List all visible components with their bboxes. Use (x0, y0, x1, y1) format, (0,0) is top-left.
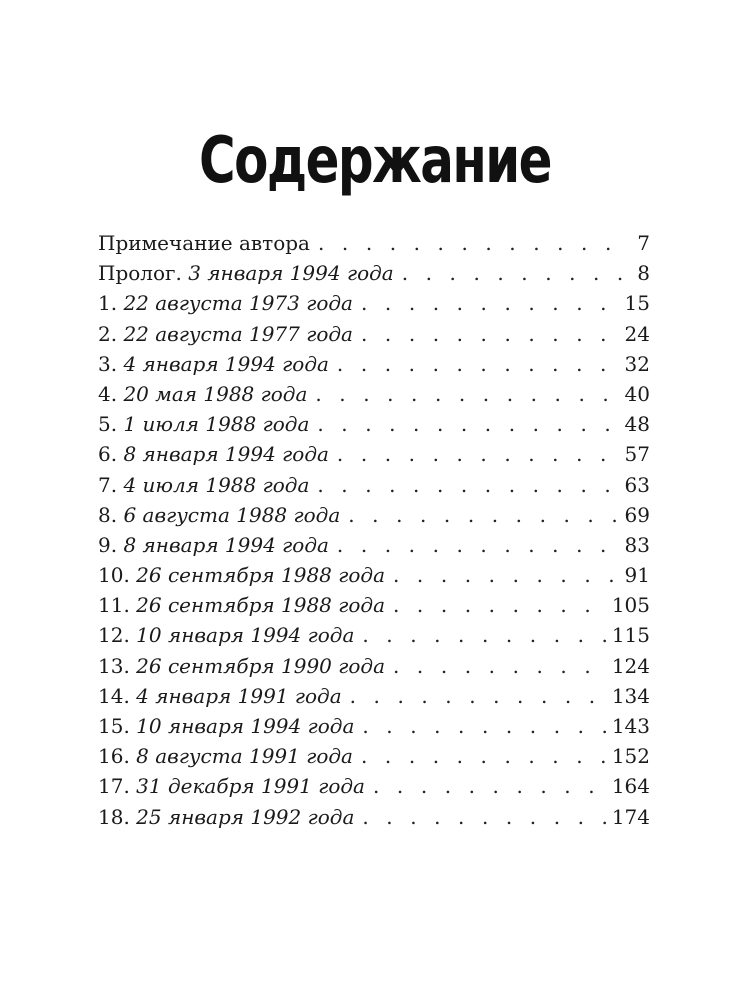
toc-page-number: 124 (611, 653, 650, 678)
toc-entry[interactable] (98, 258, 650, 288)
dot-leader (318, 228, 624, 258)
toc-entry-number: 8. (98, 502, 118, 527)
toc-entry-number: 18. (98, 804, 130, 829)
toc-entry-title (98, 500, 340, 530)
toc-page-number: 91 (624, 563, 650, 588)
toc-entry-title (98, 319, 353, 349)
toc-page-number: 143 (611, 714, 650, 738)
toc-page-number: 24 (624, 321, 650, 346)
toc-entry-number: 4. (98, 381, 118, 406)
toc-entry[interactable] (98, 228, 650, 258)
toc-page-number: 40 (624, 381, 650, 406)
toc-entry[interactable] (98, 288, 650, 318)
dot-leader (337, 349, 619, 379)
toc-entry-title (98, 620, 354, 650)
toc-entry-title (98, 802, 354, 832)
toc-entry-title (98, 711, 354, 741)
toc-entry-date: 10 января 1994 года (136, 714, 355, 738)
toc-entry-number: Пролог. (98, 261, 182, 286)
toc-entry-date: 8 августа 1991 года (136, 744, 353, 769)
toc-entry-number: 3. (98, 351, 118, 376)
toc-page-number: 57 (624, 442, 650, 467)
toc-entry-text: Примечание автора (98, 231, 310, 255)
toc-entry[interactable] (98, 379, 650, 409)
toc-page-number: 7 (637, 231, 650, 255)
dot-leader (361, 741, 606, 771)
toc-entry-number: 5. (98, 412, 118, 437)
toc-entry-title (98, 439, 329, 469)
toc-entry-title (98, 379, 307, 409)
toc-entry-title (98, 771, 365, 801)
toc-entry-title (98, 560, 385, 590)
toc-entry-number: 2. (98, 321, 118, 346)
dot-leader (393, 590, 606, 620)
toc-page-number: 8 (637, 261, 650, 286)
toc-entry[interactable] (98, 409, 650, 439)
page-title: Содержание (199, 123, 551, 198)
toc-entry-number: 16. (98, 744, 130, 769)
toc-entry-title (98, 349, 329, 379)
dot-leader (317, 409, 618, 439)
dot-leader (393, 651, 606, 681)
toc-entry-number: 6. (98, 442, 118, 467)
toc-entry[interactable] (98, 802, 650, 832)
toc-entry-number: 15. (98, 714, 130, 738)
toc-entry[interactable] (98, 439, 650, 469)
toc-page-number: 15 (624, 291, 650, 316)
dot-leader (361, 319, 619, 349)
toc-entry-date: 8 января 1994 года (123, 442, 329, 467)
dot-leader (337, 439, 619, 469)
toc-entry[interactable] (98, 560, 650, 590)
dot-leader (402, 258, 624, 288)
toc-entry-date: 26 сентября 1988 года (136, 563, 386, 588)
toc-entry-title (98, 409, 309, 439)
toc-entry-title (98, 590, 385, 620)
toc-entry-date: 31 декабря 1991 года (136, 774, 365, 799)
toc-page-number: 83 (624, 532, 650, 557)
toc-page-number: 174 (611, 804, 650, 829)
toc-entry-date: 4 июля 1988 года (123, 472, 310, 497)
toc-entry-title (98, 258, 394, 288)
toc-entry[interactable] (98, 681, 650, 711)
toc-entry[interactable] (98, 590, 650, 620)
toc-entry[interactable] (98, 771, 650, 801)
toc-entry-title (98, 228, 310, 258)
toc-entry-date: 26 сентября 1988 года (136, 593, 386, 618)
dot-leader (362, 802, 605, 832)
dot-leader (337, 530, 619, 560)
dot-leader (315, 379, 618, 409)
toc-page-number: 115 (611, 623, 650, 648)
toc-entry-date: 22 августа 1977 года (123, 321, 353, 346)
toc-page-number: 105 (611, 593, 650, 618)
toc-entry-date: 4 января 1991 года (136, 683, 342, 708)
toc-entry[interactable] (98, 349, 650, 379)
toc-entry-title (98, 530, 329, 560)
toc-entry[interactable] (98, 319, 650, 349)
toc-entry-number: 1. (98, 291, 118, 316)
toc-entry-number: 11. (98, 593, 130, 618)
toc-entry-title (98, 288, 353, 318)
toc-entry-number: 14. (98, 683, 130, 708)
toc-page-number: 48 (624, 412, 650, 437)
toc-page-number: 134 (611, 683, 650, 708)
toc-entry-title (98, 470, 309, 500)
toc-entry-date: 26 сентября 1990 года (136, 653, 386, 678)
toc-page-number: 69 (624, 502, 650, 527)
toc-entry-date: 20 мая 1988 года (123, 381, 308, 406)
toc-entry-title (98, 651, 385, 681)
dot-leader (362, 711, 605, 741)
dot-leader (348, 500, 618, 530)
toc-entry[interactable] (98, 470, 650, 500)
toc-entry-number: 7. (98, 472, 118, 497)
toc-entry-date: 4 января 1994 года (123, 351, 329, 376)
toc-entry-date: 25 января 1992 года (136, 804, 355, 829)
toc-entry-date: 6 августа 1988 года (123, 502, 341, 527)
toc-entry[interactable] (98, 620, 650, 650)
dot-leader (361, 288, 619, 318)
toc-entry-number: 12. (98, 623, 130, 648)
toc-entry[interactable] (98, 651, 650, 681)
table-of-contents (98, 228, 650, 832)
toc-entry-date: 8 января 1994 года (123, 532, 329, 557)
toc-page-number: 32 (624, 351, 650, 376)
toc-entry-number: 17. (98, 774, 130, 799)
toc-page-number: 63 (624, 472, 650, 497)
toc-entry[interactable] (98, 530, 650, 560)
dot-leader (350, 681, 606, 711)
dot-leader (373, 771, 606, 801)
toc-entry-date: 1 июля 1988 года (123, 412, 310, 437)
toc-entry[interactable] (98, 711, 650, 741)
toc-entry[interactable] (98, 500, 650, 530)
toc-entry-date: 10 января 1994 года (136, 623, 355, 648)
toc-entry[interactable] (98, 741, 650, 771)
toc-entry-number: 9. (98, 532, 118, 557)
dot-leader (317, 470, 618, 500)
toc-entry-date: 3 января 1994 года (188, 261, 394, 286)
dot-leader (393, 560, 619, 590)
toc-page-number: 152 (611, 744, 650, 769)
toc-entry-title (98, 681, 342, 711)
toc-entry-number: 10. (98, 563, 130, 588)
toc-entry-number: 13. (98, 653, 130, 678)
dot-leader (362, 620, 605, 650)
toc-entry-title (98, 741, 353, 771)
toc-page-number: 164 (611, 774, 650, 799)
toc-entry-date: 22 августа 1973 года (123, 291, 353, 316)
